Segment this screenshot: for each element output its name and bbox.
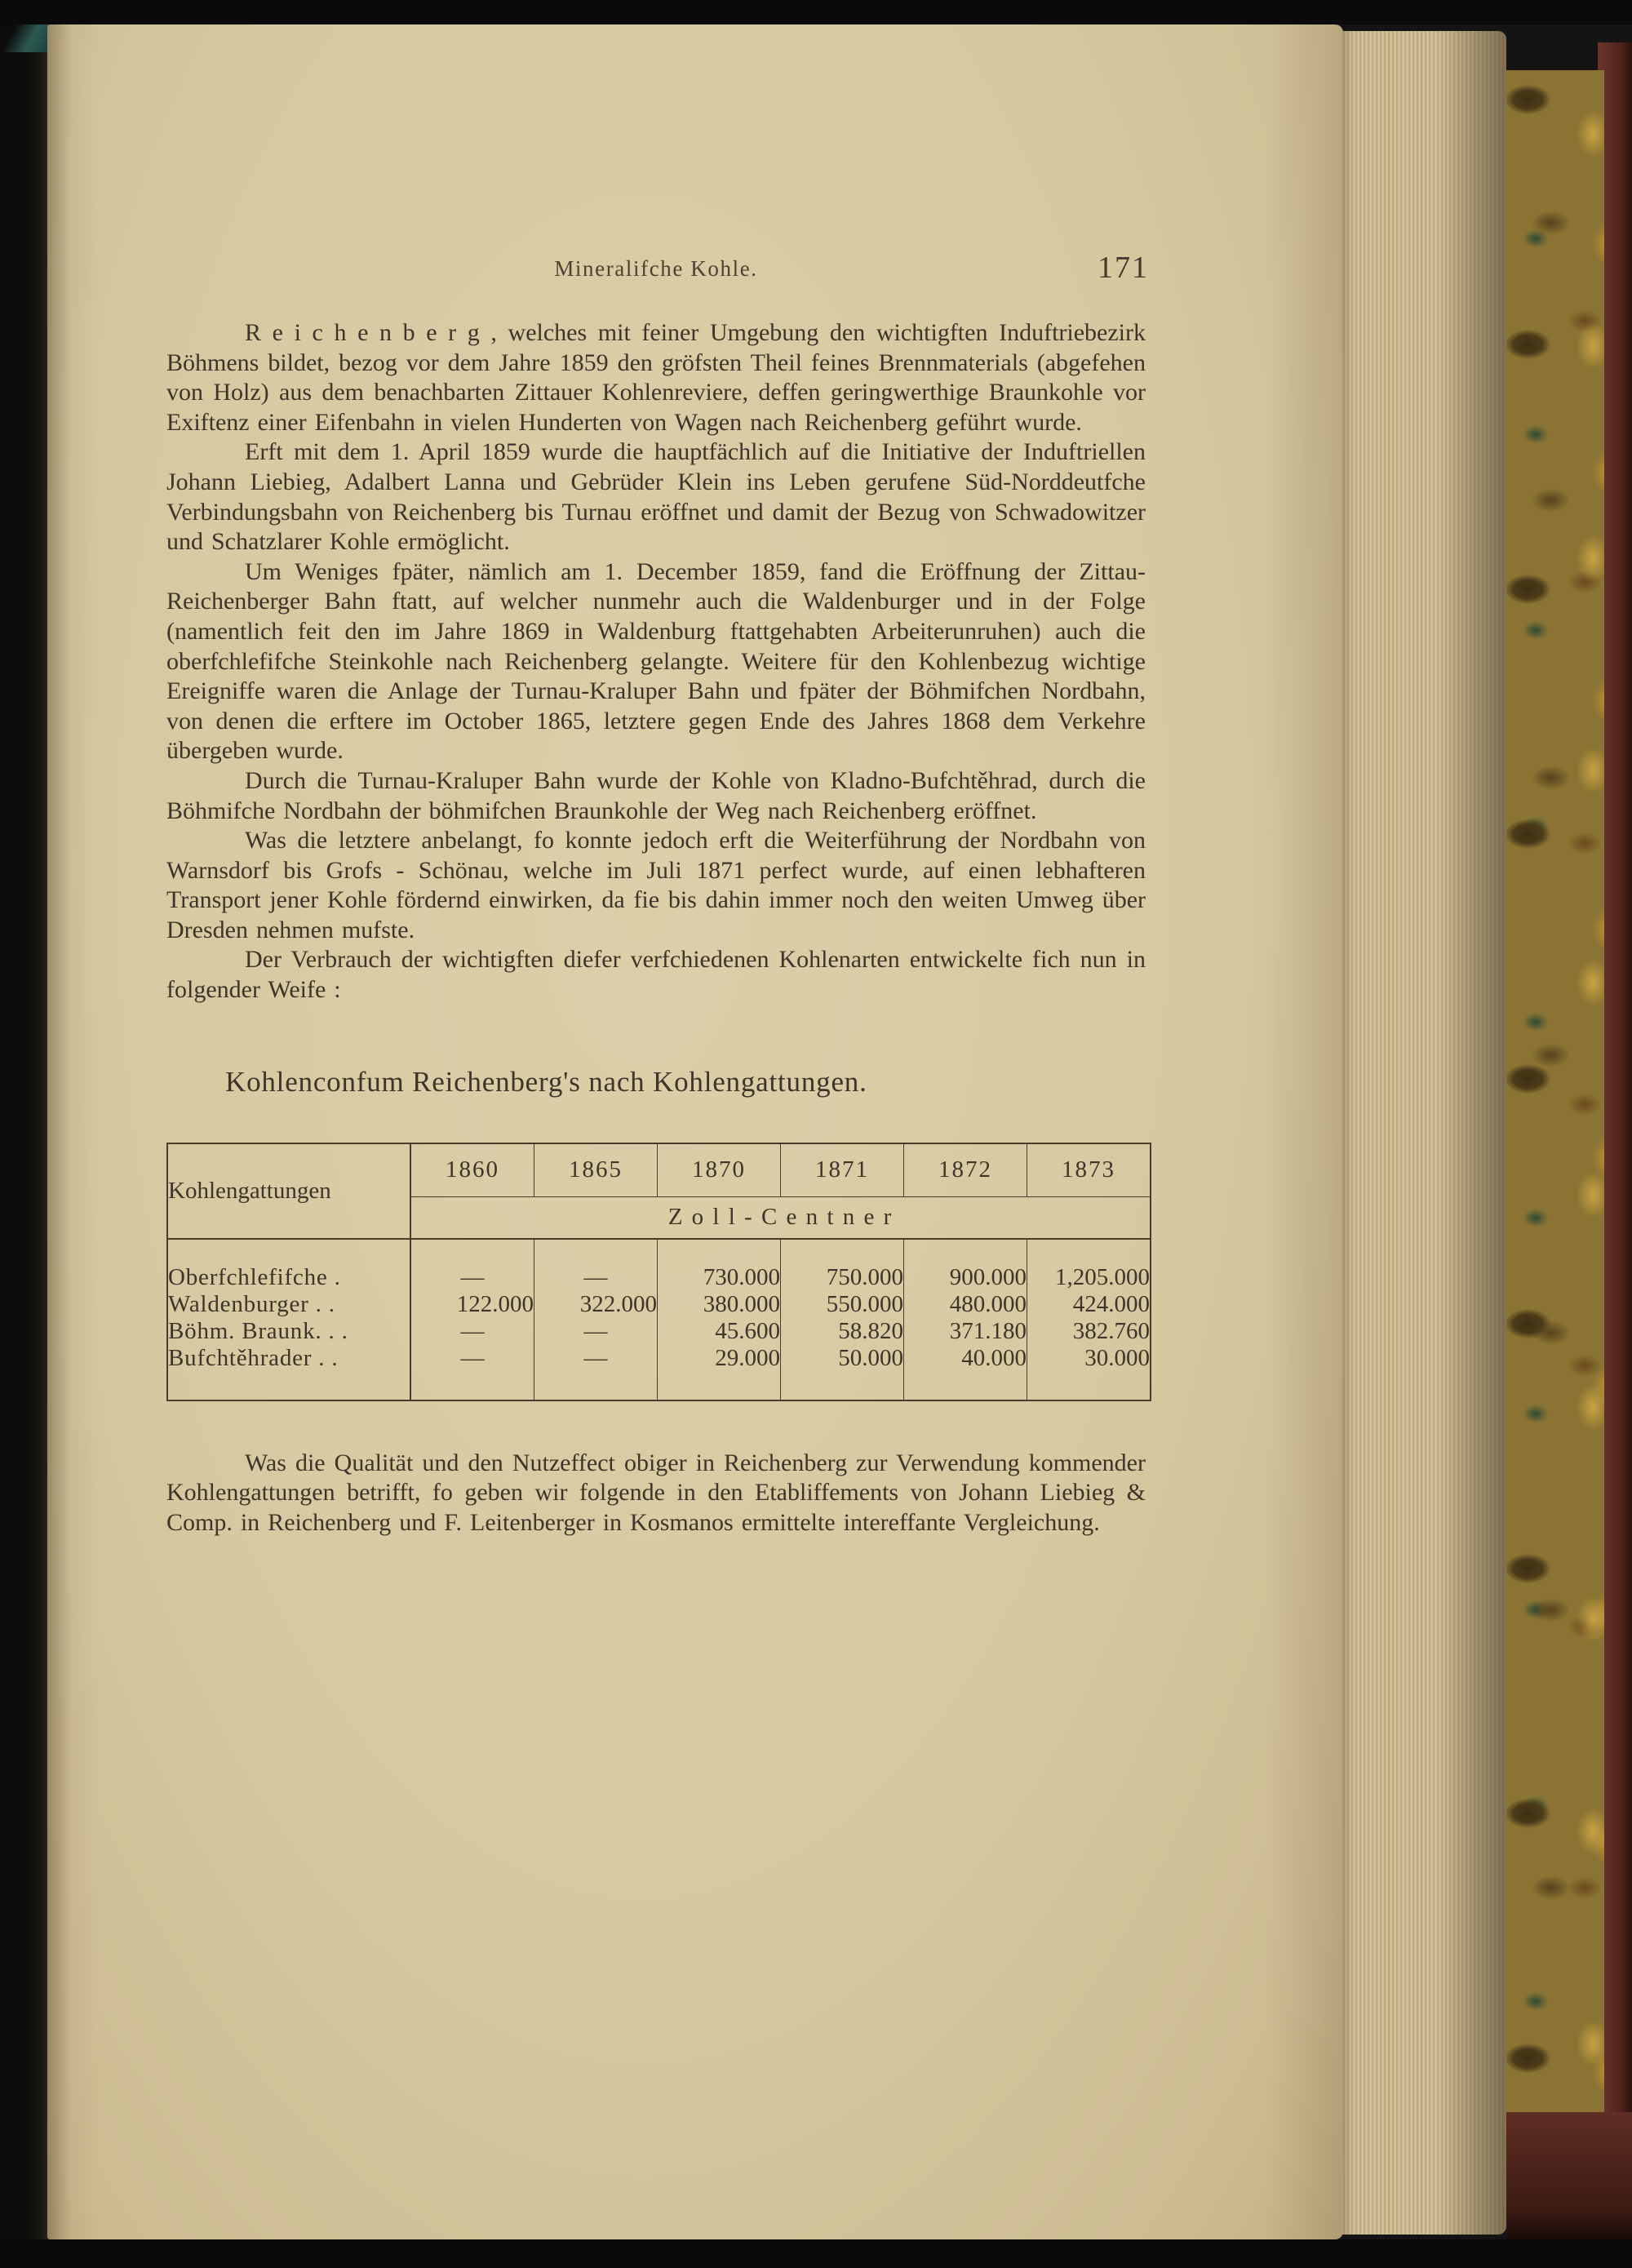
year-header: 1873 [1027, 1143, 1151, 1197]
value-cell: 58.820 [781, 1318, 904, 1345]
value-cell: — [410, 1318, 534, 1345]
year-header: 1870 [658, 1143, 781, 1197]
paragraph: Um Weniges fpäter, nämlich am 1. December 1859, fand die Eröffnung der Zittau-Reichenberger Bahn ftatt, auf welcher nunmehr auch die Waldenburger und in der Folge (namentlich feit den im Jahre 1869 in Waldenburg ftattgehabten Arbeiterunruhen) auch die oberfchlefifche Steinkohle nach Reichenberg gelangte. Weitere für den Kohlenbezug wichtige Ereigniffe waren die Anlage der Turnau-Kraluper Bahn und fpäter der Böhmifchen Nordbahn, von denen die erftere im October 1865, letztere gegen Ende des Jahres 1868 dem Verkehre übergeben wurde. [166, 557, 1146, 765]
column-header-kohlengattungen: Kohlengattungen [167, 1143, 410, 1239]
value-cell: 30.000 [1084, 1344, 1150, 1371]
year-header: 1865 [534, 1143, 658, 1197]
page-number: 171 [1098, 251, 1149, 285]
value-cell: — [534, 1239, 658, 1291]
running-title: Mineralifche Kohle. [554, 256, 758, 281]
table-row [167, 1345, 1151, 1400]
row-label: Waldenburger . . [167, 1291, 410, 1318]
year-header: 1871 [781, 1143, 904, 1197]
year-header: 1860 [410, 1143, 534, 1197]
value-cell: 550.000 [781, 1291, 904, 1318]
value-cell: 29.000 [658, 1345, 781, 1400]
value-cell: 900.000 [904, 1239, 1027, 1291]
value-cell: 382.760 [1072, 1317, 1150, 1344]
value-cell: 730.000 [658, 1239, 781, 1291]
value-cell: — [534, 1318, 658, 1345]
paragraph: Der Verbrauch der wichtigften diefer verfchiedenen Kohlenarten entwickelte fich nun in folgender Weife : [166, 946, 1146, 1004]
table-row [167, 1239, 1151, 1291]
value-cell: 371.180 [904, 1318, 1027, 1345]
row-label: Böhm. Braunk. . . [167, 1318, 410, 1345]
year-header: 1872 [904, 1143, 1027, 1197]
value-cell: — [410, 1345, 534, 1400]
table-title: Kohlenconfum Reichenberg's nach Kohlengattungen. [225, 1065, 867, 1098]
row-label: Oberfchlefifche . [167, 1239, 410, 1291]
page-content [47, 24, 1343, 1538]
value-cell: — [534, 1345, 658, 1400]
value-cell: 750.000 [781, 1239, 904, 1291]
book-cover-corner [1506, 2112, 1632, 2241]
value-cell: 1,205.000 [1055, 1263, 1150, 1290]
table-row [167, 1291, 1151, 1318]
value-cell: 424.000 [1072, 1290, 1150, 1317]
value-cell: 380.000 [658, 1291, 781, 1318]
marbled-endpaper [1506, 70, 1604, 2112]
value-cell: — [410, 1239, 534, 1291]
unit-label: Z o l l - C e n t n e r [410, 1196, 1151, 1239]
value-cell: 50.000 [781, 1345, 904, 1400]
value-cell: 322.000 [534, 1291, 658, 1318]
scan-bottom-border [0, 2239, 1632, 2268]
scan-top-border [0, 0, 1632, 24]
closing-paragraph: Was die Qualität und den Nutzeffect obiger in Reichenberg zur Verwendung kommender Kohlengattungen betrifft, fo geben wir folgende in den Etabliffements von Johann Liebieg & Comp. in Reichenberg und F. Leitenberger in Kosmanos ermittelte intereffante Vergleichung. [166, 1449, 1146, 1536]
row-label: Bufchtěhrader . . [167, 1345, 410, 1400]
page-header [166, 251, 1149, 297]
scan-left-border [0, 0, 47, 2268]
value-cell: 480.000 [904, 1291, 1027, 1318]
paragraph: Durch die Turnau-Kraluper Bahn wurde der Kohle von Kladno-Bufchtěhrad, durch die Böhmifche Nordbahn der böhmifchen Braunkohle der Weg nach Reichenberg eröffnet. [166, 766, 1146, 824]
value-cell: 122.000 [410, 1291, 534, 1318]
paragraph: Erft mit dem 1. April 1859 wurde die hauptfächlich auf die Initiative der Induftriellen Johann Liebieg, Adalbert Lanna und Gebrüder Klein ins Leben gerufene Süd-Norddeutfche Verbindungsbahn von Reichenberg bis Turnau eröffnet und damit der Bezug von Schwadowitzer und Schatzlarer Kohle ermöglicht. [166, 438, 1146, 556]
coal-consumption-table [166, 1143, 1151, 1401]
book-page [47, 24, 1343, 2239]
table-header-row [167, 1143, 1151, 1197]
table-row [167, 1318, 1151, 1345]
fore-edge-page-stack [1342, 31, 1506, 2235]
paragraph: Was die letztere anbelangt, fo konnte jedoch erft die Weiterführung der Nordbahn von Warnsdorf bis Grofs - Schönau, welche im Juli 1871 perfect wurde, auf einen lebhafteren Transport jener Kohle fördernd einwirken, da fie bis dahin immer noch den weiten Umweg über Dresden nehmen mufste. [166, 827, 1146, 943]
value-cell: 40.000 [904, 1345, 1027, 1400]
value-cell: 45.600 [658, 1318, 781, 1345]
paragraph: R e i c h e n b e r g , welches mit feiner Umgebung den wichtigften Induftriebezirk Böhmens bildet, bezog vor dem Jahre 1859 den gröfsten Theil feines Brennmaterials (abgefehen von Holz) aus dem benachbarten Zittauer Kohlenreviere, deffen geringwerthige Braunkohle vor Exiftenz einer Eifenbahn in vielen Hunderten von Wagen nach Reichenberg geführt wurde. [166, 319, 1146, 436]
